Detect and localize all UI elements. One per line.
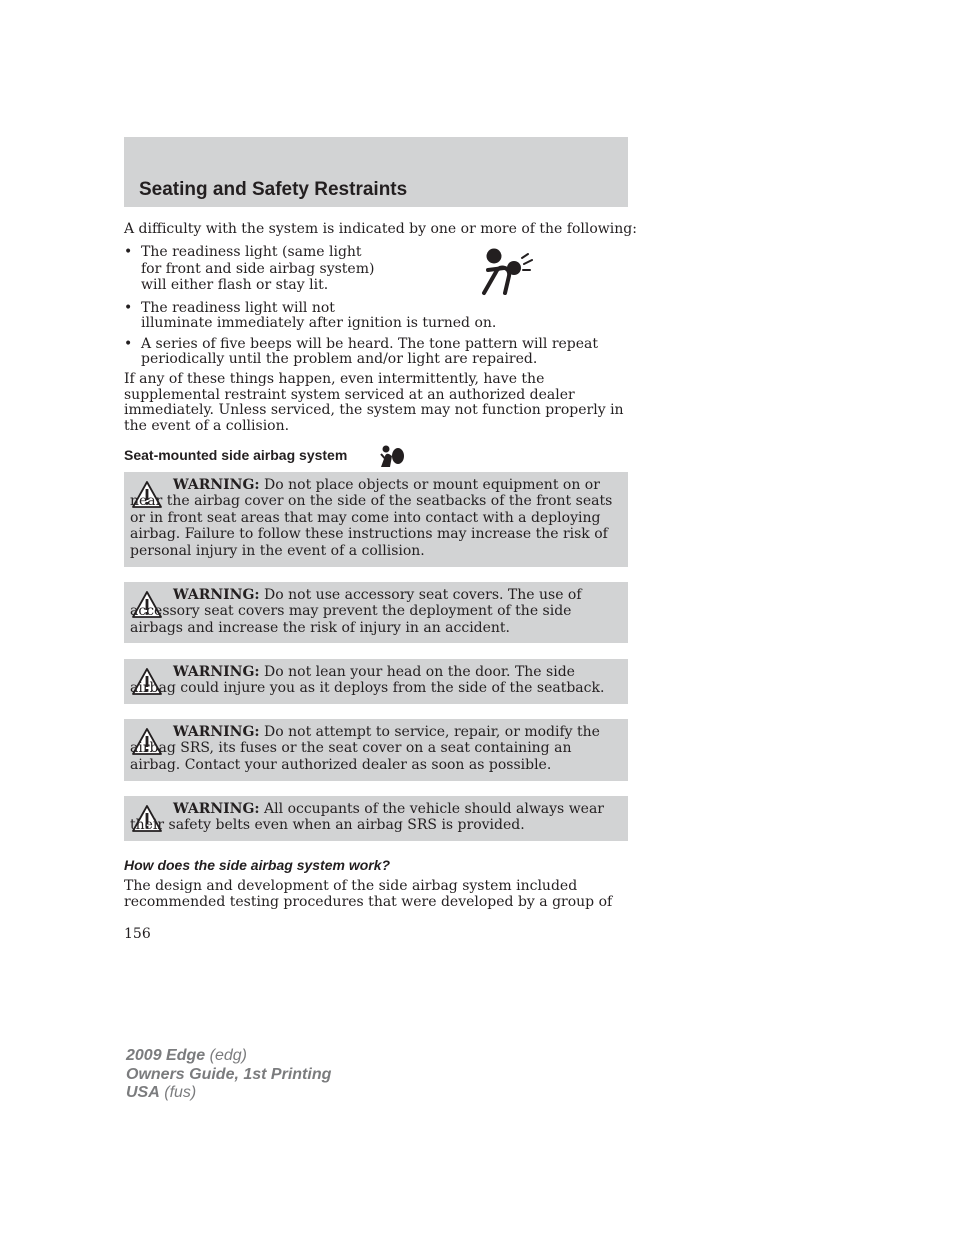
warning-box-5 xyxy=(124,796,628,841)
footer-model-code: (edg) xyxy=(209,1047,247,1064)
warning-box-1 xyxy=(124,472,628,567)
warning-body: Do not lean your head on the door. The side airbag could injure you as it deploys from the side of the seatback. xyxy=(130,664,605,697)
footer-market-code: (fus) xyxy=(164,1084,197,1101)
footer-guide: Owners Guide, 1st Printing xyxy=(126,1065,332,1083)
warning-text-4 xyxy=(130,724,620,773)
warning-box-3 xyxy=(124,659,628,704)
bullet-2-line-2: illuminate immediately after ignition is turned on. xyxy=(141,315,497,331)
warning-label: WARNING: xyxy=(173,477,260,493)
warning-box-4 xyxy=(124,719,628,781)
bullet-3-line-2: periodically until the problem and/or light are repaired. xyxy=(141,351,538,367)
footer-market: USA xyxy=(126,1084,160,1101)
seat-airbag-icon xyxy=(378,444,406,468)
subheading: How does the side airbag system work? xyxy=(124,857,391,873)
bullet-1-line-3: will either flash or stay lit. xyxy=(141,277,329,293)
footer-line-3 xyxy=(126,1084,331,1103)
bullet-2-line-1: The readiness light will not xyxy=(141,300,335,316)
warning-label: WARNING: xyxy=(173,587,260,603)
warning-body: All occupants of the vehicle should always wear their safety belts even when an airbag SRS is provided. xyxy=(130,801,604,834)
warning-text-1 xyxy=(130,477,620,559)
page-title: Seating and Safety Restraints xyxy=(139,179,408,200)
header-band xyxy=(124,137,628,207)
warning-text-5 xyxy=(130,801,620,834)
bullet-3-line-1: A series of five beeps will be heard. The tone pattern will repeat xyxy=(141,336,599,352)
warning-body: Do not use accessory seat covers. The use of accessory seat covers may prevent the deployment of the side airbags and increase the risk of injury in an accident. xyxy=(130,587,582,636)
footer-line-1 xyxy=(126,1047,331,1066)
bullet-item-2: • The readiness light will not illuminate immediately after ignition is turned on. xyxy=(124,300,497,331)
warning-body: Do not attempt to service, repair, or modify the airbag SRS, its fuses or the seat cover on a seat containing an airbag. Contact your authorized dealer as soon as possible. xyxy=(130,724,600,773)
section-heading: Seat-mounted side airbag system xyxy=(124,447,348,463)
footer xyxy=(126,1047,331,1103)
footer-line-2 xyxy=(126,1066,331,1085)
warning-label: WARNING: xyxy=(173,724,260,740)
bullet-item-3: • A series of five beeps will be heard. The tone pattern will repeat periodically until the problem and/or light are repaired. xyxy=(124,336,599,367)
warning-box-2 xyxy=(124,582,628,643)
warning-text-2 xyxy=(130,587,620,636)
airbag-readiness-icon xyxy=(476,246,534,296)
intro-text: A difficulty with the system is indicated by one or more of the following: xyxy=(124,221,637,237)
bullet-item-1: • The readiness light (same light for front and side airbag system) will either flash or stay lit. xyxy=(124,244,375,293)
bullet-1-line-1: The readiness light (same light xyxy=(141,244,362,260)
after-bullets-paragraph: If any of these things happen, even intermittently, have the supplemental restraint system serviced at an authorized dealer immediately. Unless serviced, the system may not function properly in the event of a collision. xyxy=(124,371,624,434)
warning-label: WARNING: xyxy=(173,801,260,817)
bullet-1-line-2: for front and side airbag system) xyxy=(141,261,375,277)
footer-model: 2009 Edge xyxy=(126,1047,206,1064)
warning-label: WARNING: xyxy=(173,664,260,680)
warning-body: Do not place objects or mount equipment on or near the airbag cover on the side of the seatbacks of the front seats or in front seat areas that may come into contact with a deploying airbag. Failure to follow these instructions may increase the risk of personal injury in the event of a collision. xyxy=(130,477,613,559)
page-number: 156 xyxy=(124,926,151,942)
closing-paragraph: The design and development of the side airbag system included recommended testing procedures that were developed by a group of xyxy=(124,878,613,910)
warning-text-3 xyxy=(130,664,620,697)
